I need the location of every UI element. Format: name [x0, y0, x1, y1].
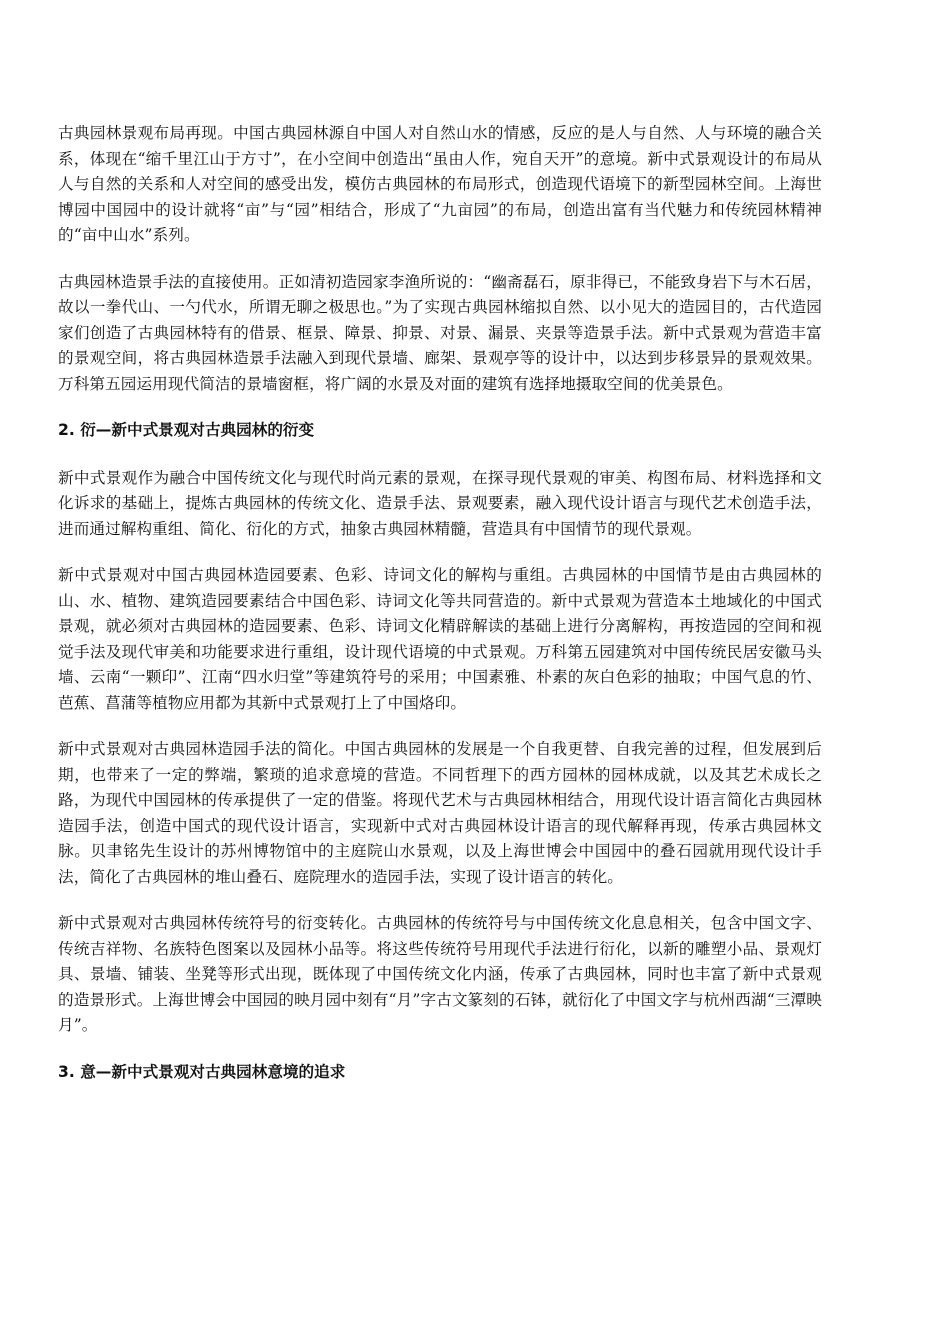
- paragraph-deconstruction: 新中式景观对中国古典园林造园要素、色彩、诗词文化的解构与重组。古典园林的中国情节是由古典园林的山、水、植物、建筑造园要素结合中国色彩、诗词文化等共同营造的。新中式景观为营造本土地域化的中国式景观，就必须对古典园林的造园要素、色彩、诗词文化精辟解读的基础上进行分离解构，再按造园的空间和视觉手法及现代审美和功能要求进行重组，设计现代语境的中式景观。万科第五园建筑对中国传统民居安徽马头墙、云南“一颗印”、江南“四水归堂”等建筑符号的采用；中国素雅、朴素的灰白色彩的抽取；中国气息的竹、芭蕉、菖蒲等植物应用都为其新中式景观打上了中国烙印。: [58, 566, 822, 712]
- paragraph-scenery-techniques: 古典园林造景手法的直接使用。正如清初造园家李渔所说的：“幽斋磊石，原非得已，不能致身岩下与木石居，故以一拳代山、一勺代水，所谓无聊之极思也。”为了实现古典园林缩拟自然、以小见大的造园目的，古代造园家们创造了古典园林特有的借景、框景、障景、抑景、对景、漏景、夹景等造景手法。新中式景观为营造丰富的景观空间，将古典园林造景手法融入到现代景墙、廊架、景观亭等的设计中，以达到步移景异的景观效果。万科第五园运用现代简洁的景墙窗框，将广阔的水景及对面的建筑有选择地摄取空间的优美景色。: [58, 272, 822, 393]
- document-page: [58, 121, 822, 1107]
- section-heading-3: [58, 1060, 822, 1086]
- paragraph-layout-reproduction: 古典园林景观布局再现。中国古典园林源自中国人对自然山水的情感，反应的是人与自然、人与环境的融合关系，体现在“缩千里江山于方寸”，在小空间中创造出“虽由人作，宛自天开”的意境。新中式景观设计的布局从人与自然的关系和人对空间的感受出发，模仿古典园林的布局形式，创造现代语境下的新型园林空间。上海世博园中国园中的设计就将“亩”与“园”相结合，形成了“九亩园”的布局，创造出富有当代魅力和传统园林精神的“亩中山水”系列。: [58, 124, 822, 244]
- paragraph-intro-evolution: 新中式景观作为融合中国传统文化与现代时尚元素的景观，在探寻现代景观的审美、构图布局、材料选择和文化诉求的基础上，提炼古典园林的传统文化、造景手法、景观要素，融入现代设计语言与现代艺术创造手法，进而通过解构重组、简化、衍化的方式，抽象古典园林精髓，营造具有中国情节的现代景观。: [58, 468, 822, 538]
- section-number: 2.: [58, 421, 75, 439]
- section-heading-2: [58, 418, 822, 444]
- paragraph-symbol-transformation: 新中式景观对古典园林传统符号的衍变转化。古典园林的传统符号与中国传统文化息息相关，包含中国文字、传统吉祥物、名族特色图案以及园林小品等。将这些传统符号用现代手法进行衍化，以新的雕塑小品、景观灯具、景墙、铺装、坐凳等形式出现，既体现了中国传统文化内涵，传承了古典园林，同时也丰富了新中式景观的造景形式。上海世博会中国园的映月园中刻有“月”字古文篆刻的石钵，就衍化了中国文字与杭州西湖“三潭映月”。: [58, 914, 822, 1034]
- section-title: 衍—新中式景观对古典园林的衍变: [74, 421, 315, 439]
- paragraph-simplification: 新中式景观对古典园林造园手法的简化。中国古典园林的发展是一个自我更替、自我完善的过程，但发展到后期，也带来了一定的弊端，繁琐的追求意境的营造。不同哲理下的西方园林的园林成就，以及其艺术成长之路，为现代中国园林的传承提供了一定的借鉴。将现代艺术与古典园林相结合，用现代设计语言简化古典园林造园手法，创造中国式的现代设计语言，实现新中式对古典园林设计语言的现代解释再现，传承古典园林文脉。贝聿铭先生设计的苏州博物馆中的主庭院山水景观，以及上海世博会中国园中的叠石园就用现代设计手法，简化了古典园林的堆山叠石、庭院理水的造园手法，实现了设计语言的转化。: [58, 740, 822, 886]
- section-title: 意—新中式景观对古典园林意境的追求: [74, 1062, 346, 1081]
- section-number: 3.: [58, 1062, 75, 1081]
